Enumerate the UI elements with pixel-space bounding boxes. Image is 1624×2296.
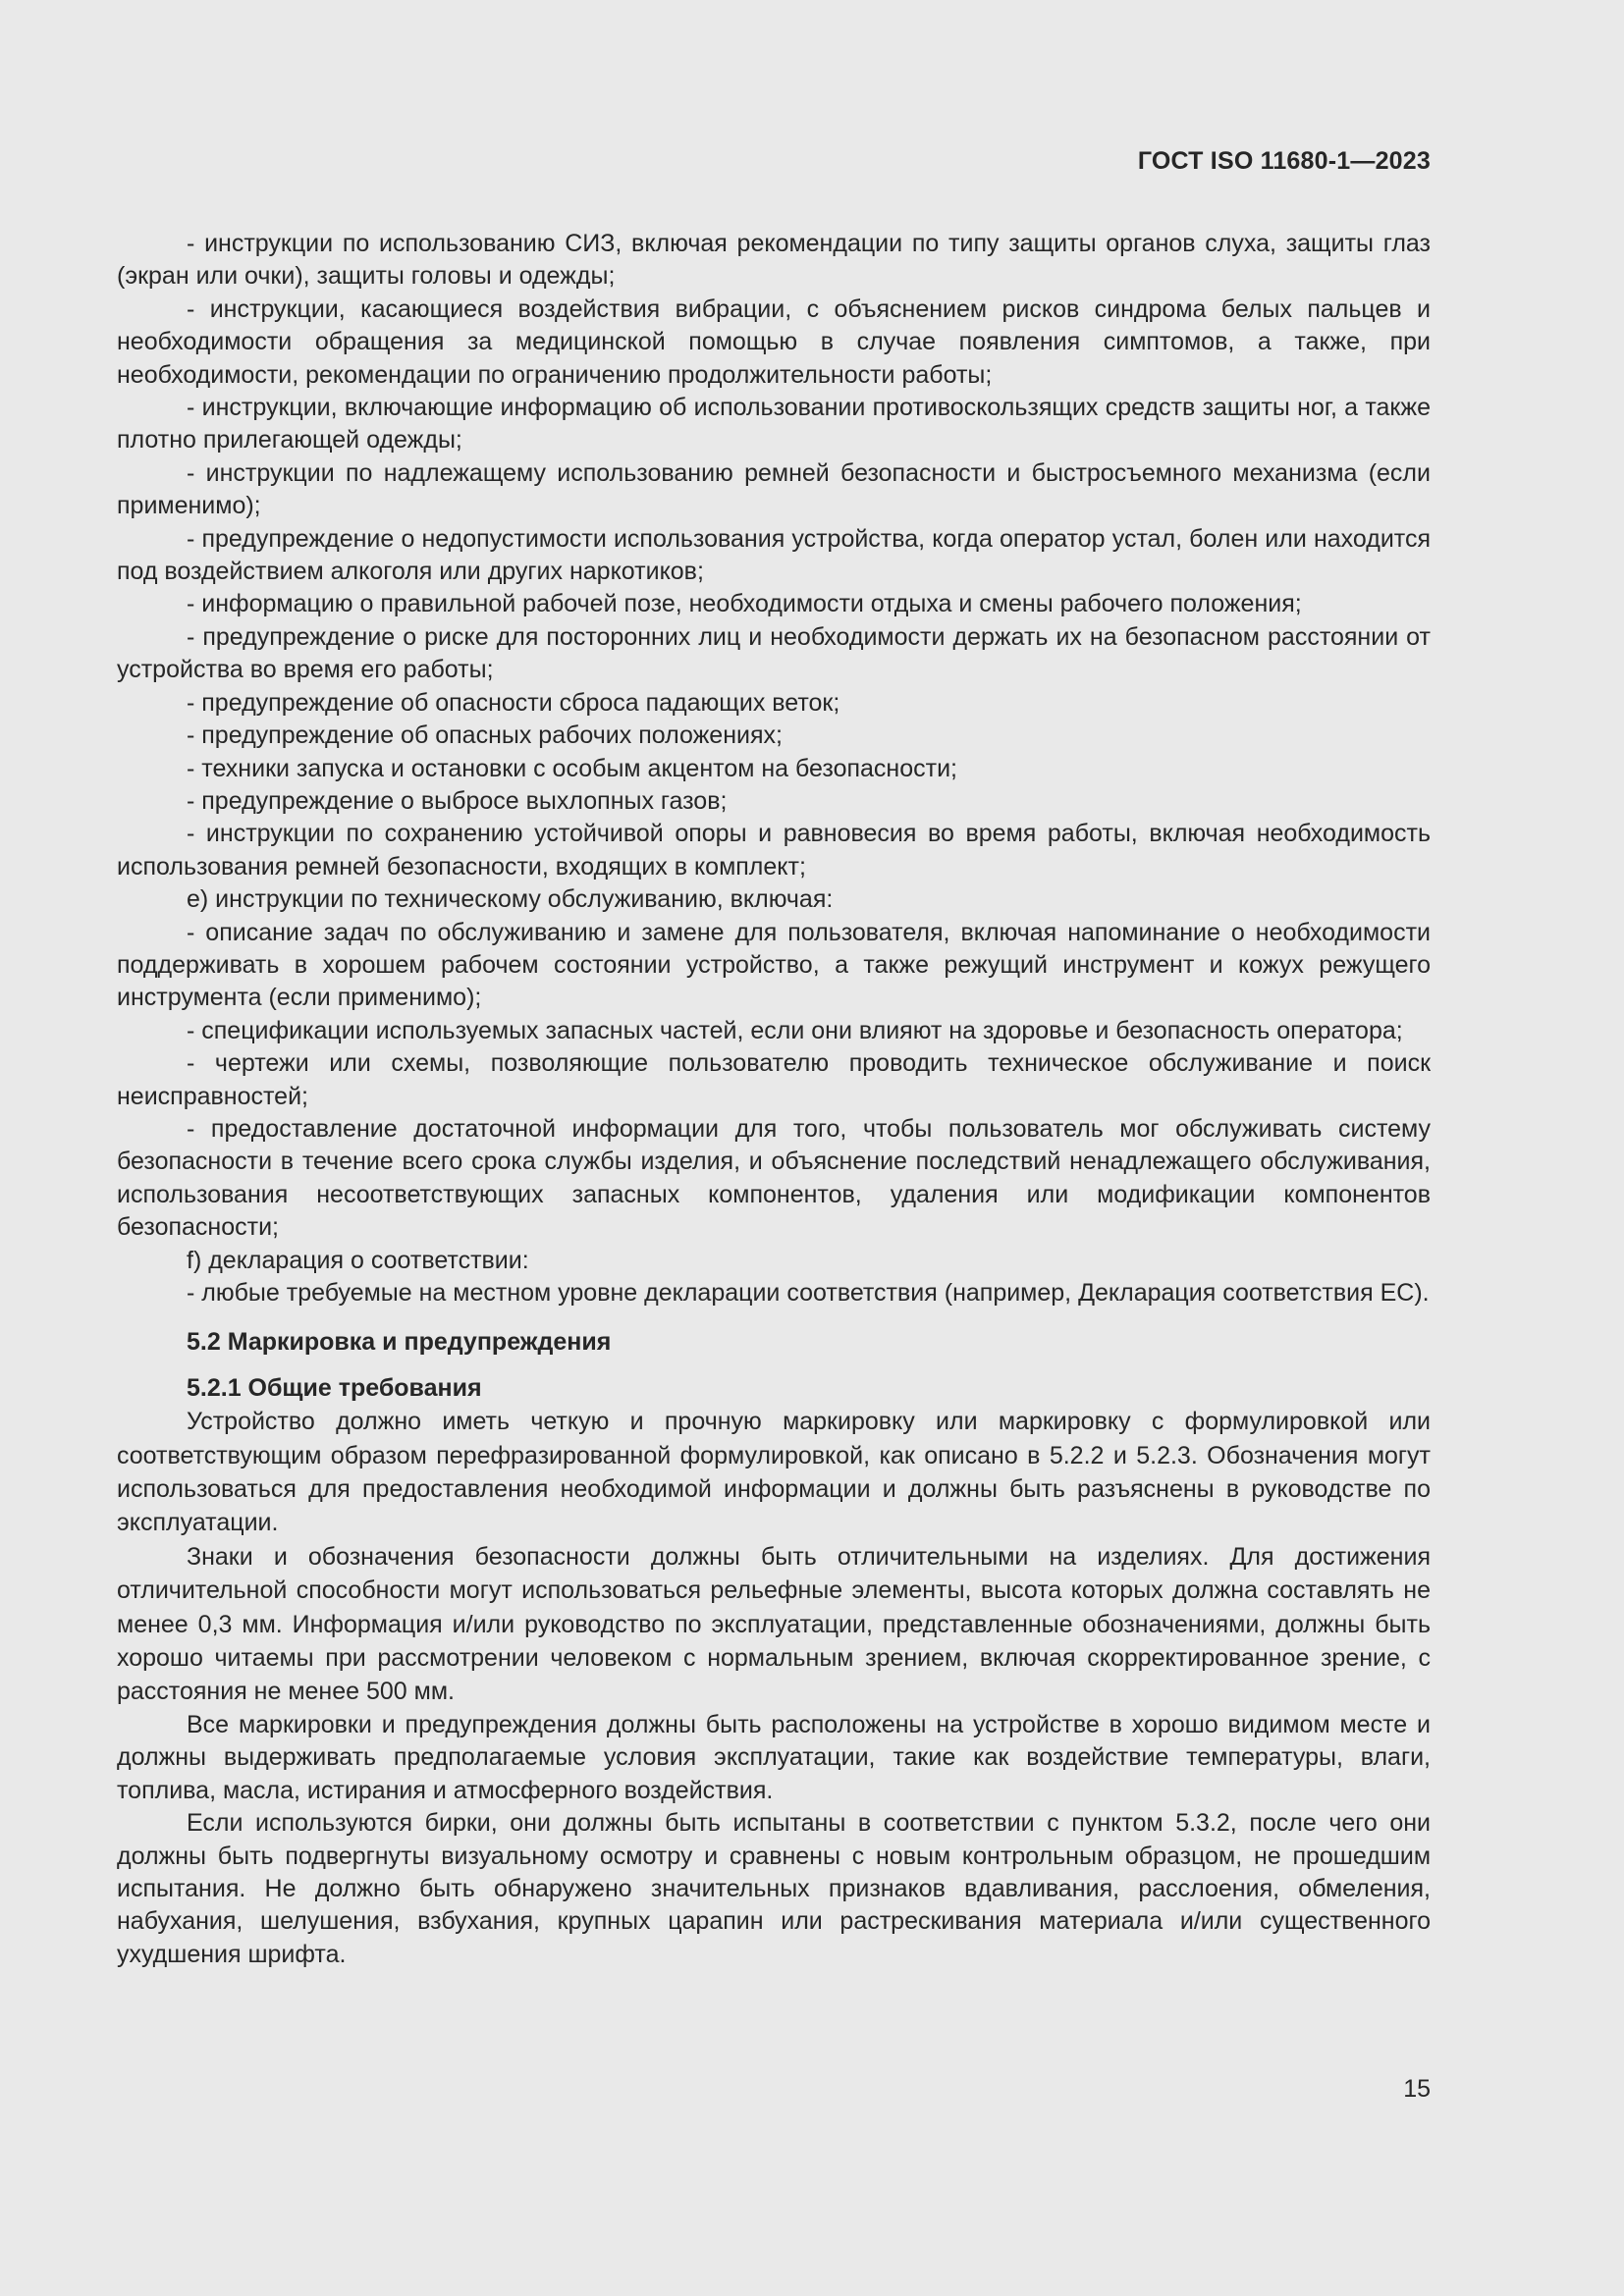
list-item: - инструкции, касающиеся воздействия вибрации, с объяснением рисков синдрома белых пальцев и необходимости обращения за медицинской помощью в случае появления симптомов, а также, при необходимости, рекомендации по ограничению продолжительности работы; — [117, 294, 1431, 389]
list-item: - предупреждение об опасности сброса падающих веток; — [187, 688, 840, 717]
section-heading: 5.2 Маркировка и предупреждения — [187, 1328, 612, 1357]
list-item-enumerated: e) инструкции по техническому обслуживанию, включая: — [187, 885, 834, 914]
list-item: - предупреждение о недопустимости использования устройства, когда оператор устал, болен или находится под воздействием алкоголя или других наркотиков; — [117, 524, 1431, 586]
list-item: - спецификации используемых запасных частей, если они влияют на здоровье и безопасность оператора; — [187, 1016, 1403, 1044]
list-item: - предупреждение о выбросе выхлопных газов; — [187, 786, 728, 815]
document-code-header: ГОСТ ISO 11680-1—2023 — [1137, 147, 1431, 175]
list-item-enumerated: f) декларация о соответствии: — [187, 1246, 529, 1274]
list-item: - техники запуска и остановки с особым акцентом на безопасности; — [187, 754, 957, 782]
body-paragraph: Если используются бирки, они должны быть испытаны в соответствии с пунктом 5.3.2, после чего они должны быть подвергнуты визуальному осмотру и сравнены с новым контрольным образцом, не прошедшим испытания. Не должно быть обнаружено значительных признаков вдавливания, расслоения, обмеления, набухания, шелушения, взбухания, крупных царапин или растрескивания материала и/или существенного ухудшения шрифта. — [117, 1809, 1431, 1968]
list-item: - предупреждение о риске для посторонних лиц и необходимости держать их на безопасном расстоянии от устройства во время его работы; — [117, 622, 1431, 684]
list-item: - инструкции по надлежащему использованию ремней безопасности и быстросъемного механизма (если применимо); — [117, 458, 1431, 520]
list-item: - любые требуемые на местном уровне декларации соответствия (например, Декларация соответствия ЕС). — [187, 1279, 1430, 1307]
list-item: - чертежи или схемы, позволяющие пользователю проводить техническое обслуживание и поиск неисправностей; — [117, 1049, 1431, 1110]
list-item: - инструкции, включающие информацию об использовании противоскользящих средств защиты ног, а также плотно прилегающей одежды; — [117, 394, 1431, 454]
page-number: 15 — [1403, 2075, 1431, 2103]
list-item: - информацию о правильной рабочей позе, необходимости отдыха и смены рабочего положения; — [187, 590, 1302, 618]
list-item: - предупреждение об опасных рабочих положениях; — [187, 721, 783, 750]
list-item: - описание задач по обслуживанию и замене для пользователя, включая напоминание о необходимости поддерживать в хорошем рабочем состоянии устройство, а также режущий инструмент и кожух режущего инструмента (если применимо); — [117, 918, 1431, 1012]
document-body — [117, 228, 1431, 1971]
list-item: - инструкции по сохранению устойчивой опоры и равновесия во время работы, включая необходимость использования ремней безопасности, входящих в комплект; — [117, 820, 1431, 881]
subsection-heading: 5.2.1 Общие требования — [187, 1373, 482, 1402]
body-paragraph: Устройство должно иметь четкую и прочную маркировку или маркировку с формулировкой или соответствующим образом перефразированной формулировкой, как описано в 5.2.2 и 5.2.3. Обозначения могут использоваться для предоставления необходимой информации и должны быть разъяснены в руководстве по эксплуатации. — [117, 1408, 1431, 1537]
list-item: - предоставление достаточной информации для того, чтобы пользователь мог обслуживать систему безопасности в течение всего срока службы изделия, и объяснение последствий ненадлежащего обслуживания, использования несоответствующих запасных компонентов, удаления или модификации компонентов безопасности; — [117, 1114, 1431, 1242]
list-item: - инструкции по использованию СИЗ, включая рекомендации по типу защиты органов слуха, защиты глаз (экран или очки), защиты головы и одежды; — [117, 230, 1431, 291]
body-paragraph: Все маркировки и предупреждения должны быть расположены на устройстве в хорошо видимом месте и должны выдерживать предполагаемые условия эксплуатации, такие как воздействие температуры, влаги, топлива, масла, истирания и атмосферного воздействия. — [117, 1710, 1431, 1804]
body-paragraph: Знаки и обозначения безопасности должны быть отличительными на изделиях. Для достижения отличительной способности могут использоваться рельефные элементы, высота которых должна составлять не менее 0,3 мм. Информация и/или руководство по эксплуатации, представленные обозначениями, должны быть хорошо читаемы при рассмотрении человеком с нормальным зрением, включая скорректированное зрение, с расстояния не менее 500 мм. — [117, 1542, 1431, 1706]
